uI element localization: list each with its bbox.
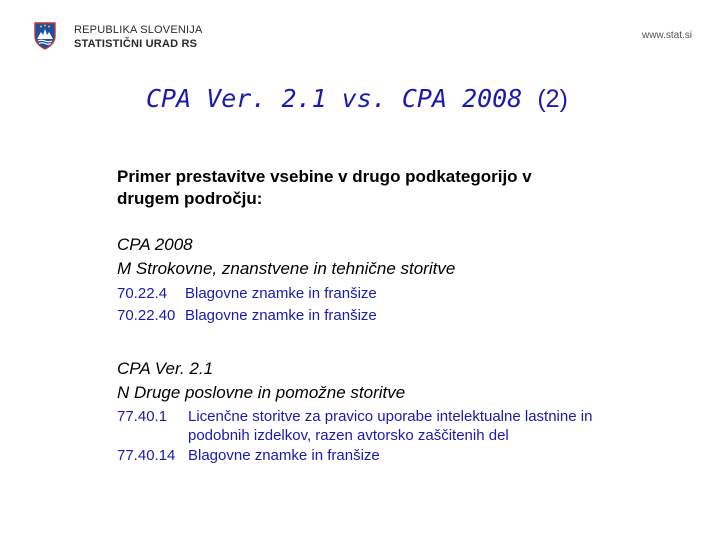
org-line-1: REPUBLIKA SLOVENIJA bbox=[74, 24, 203, 36]
classification-row bbox=[117, 445, 697, 467]
intro-text bbox=[117, 166, 697, 210]
organization-name bbox=[74, 23, 203, 51]
cpa-2008-block bbox=[117, 233, 697, 327]
slide-title-number: (2) bbox=[537, 85, 568, 113]
classification-row bbox=[117, 305, 697, 327]
slide-title-main: CPA Ver. 2.1 vs. CPA 2008 bbox=[146, 84, 523, 113]
website-link[interactable]: www.stat.si bbox=[641, 30, 692, 41]
cpa-21-section: N Druge poslovne in pomožne storitve bbox=[117, 383, 406, 402]
classification-text bbox=[188, 407, 697, 445]
classification-text: Blagovne znamke in franšize bbox=[188, 447, 380, 464]
header bbox=[0, 0, 720, 60]
classification-text-line-2: podobnih izdelkov, razen avtorsko zaščitenih del bbox=[188, 427, 509, 444]
classification-text-line-1: Licenčne storitve za pravico uporabe intelektualne lastnine in bbox=[188, 408, 593, 425]
slovenia-coat-of-arms-icon bbox=[34, 22, 56, 50]
slide-title bbox=[146, 84, 568, 114]
cpa-2008-heading: CPA 2008 bbox=[117, 235, 193, 254]
classification-code: 77.40.1 bbox=[117, 408, 168, 425]
classification-code: 77.40.14 bbox=[117, 447, 176, 464]
cpa-21-block bbox=[117, 357, 697, 467]
intro-line-2: drugem področju: bbox=[117, 189, 263, 208]
cpa-2008-section: M Strokovne, znanstvene in tehnične storitve bbox=[117, 259, 456, 278]
classification-text: Blagovne znamke in franšize bbox=[185, 285, 377, 302]
org-line-2: STATISTIČNI URAD RS bbox=[74, 38, 198, 50]
classification-row bbox=[117, 283, 697, 305]
classification-code: 70.22.4 bbox=[117, 285, 168, 302]
cpa-21-heading: CPA Ver. 2.1 bbox=[117, 359, 214, 378]
classification-code: 70.22.40 bbox=[117, 307, 176, 324]
slide-content bbox=[117, 166, 697, 467]
classification-text: Blagovne znamke in franšize bbox=[185, 307, 377, 324]
intro-line-1: Primer prestavitve vsebine v drugo podkategorijo v bbox=[117, 167, 532, 186]
classification-row bbox=[117, 407, 697, 445]
